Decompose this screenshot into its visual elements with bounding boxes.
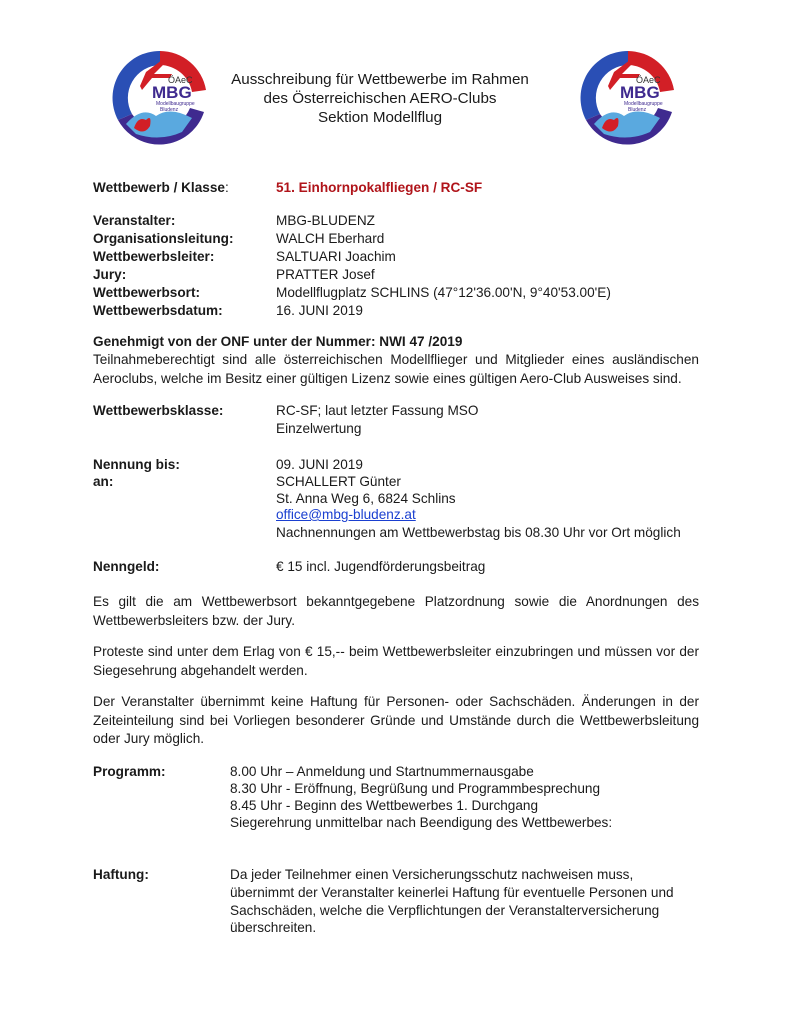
venue-value: Modellflugplatz SCHLINS (47°12'36.00'N, 9°40'53.00'E) [276,285,611,300]
organizer-value: MBG-BLUDENZ [276,213,375,228]
rules-paragraph: Es gilt die am Wettbewerbsort bekanntgegebene Platzordnung sowie die Anordnungen des Wettbewerbsleiters bzw. der Jury. [93,594,699,628]
competition-director-label: Wettbewerbsleiter: [93,249,215,264]
club-logo-left [112,50,208,146]
registration-email-link[interactable]: office@mbg-bludenz.at [276,507,416,522]
insurance-line: Sachschäden, welche die Verpflichtungen der Veranstalterversicherung [230,903,660,918]
svg-text:ÖAeC: ÖAeC [636,75,661,85]
date-value: 16. JUNI 2019 [276,303,363,318]
registration-contact-address: St. Anna Weg 6, 6824 Schlins [276,491,456,506]
competition-director-value: SALTUARI Joachim [276,249,396,264]
fee-value: € 15 incl. Jugendförderungsbeitrag [276,559,486,574]
svg-text:Modellbaugruppe: Modellbaugruppe [624,101,663,107]
title-line-3: Sektion Modellflug [317,109,443,126]
venue-label: Wettbewerbsort: [93,285,200,300]
insurance-label: Haftung: [93,867,149,882]
organization-lead-value: WALCH Eberhard [276,231,385,246]
jury-value: PRATTER Josef [276,267,375,282]
competition-label: Wettbewerb / Klasse: [93,180,229,195]
insurance-line: Da jeder Teilnehmer einen Versicherungsschutz nachweisen muss, [230,867,634,882]
title-line-2: des Österreichischen AERO-Clubs [263,90,497,107]
organizer-label: Veranstalter: [93,213,176,228]
svg-text:ÖAeC: ÖAeC [168,75,193,85]
late-registration-note: Nachnennungen am Wettbewerbstag bis 08.30 Uhr vor Ort möglich [276,525,681,540]
class-label: Wettbewerbsklasse: [93,403,224,418]
approval-heading: Genehmigt von der ONF unter der Nummer: NWI 47 /2019 [93,334,463,349]
document-title [220,70,540,127]
program-item: 8.45 Uhr - Beginn des Wettbewerbes 1. Durchgang [230,798,539,813]
title-line-1: Ausschreibung für Wettbewerbe im Rahmen [231,71,529,88]
protests-paragraph: Proteste sind unter dem Erlag von € 15,-- beim Wettbewerbsleiter einzubringen und müssen vor der Siegesehrung abgehandelt werden. [93,644,699,678]
svg-text:Bludenz: Bludenz [160,107,179,113]
club-logo-right [580,50,676,146]
eligibility-text: Teilnahmeberechtigt sind alle österreichischen Modellflieger und Mitglieder eines ausländischen Aeroclubs, welche im Besitz einer gültigen Lizenz sowie eines gültigen Aero-Club Ausweises sind. [93,352,699,386]
liability-paragraph: Der Veranstalter übernimmt keine Haftung für Personen- oder Sachschäden. Änderungen in der Zeiteinteilung sind bei Vorliegen besonderer Gründe und Umstände durch die Wettbewerbsleitung oder Jury möglich. [93,694,699,746]
svg-text:Bludenz: Bludenz [628,107,647,113]
insurance-line: überschreiten. [230,920,317,935]
fee-label: Nenngeld: [93,559,160,574]
program-label: Programm: [93,764,166,779]
registration-deadline-value: 09. JUNI 2019 [276,457,363,472]
svg-text:Modellbaugruppe: Modellbaugruppe [156,101,195,107]
date-label: Wettbewerbsdatum: [93,303,223,318]
program-item: 8.30 Uhr - Eröffnung, Begrüßung und Programmbesprechung [230,781,601,796]
insurance-line: übernimmt der Veranstalter keinerlei Haftung für eventuelle Personen und [230,885,674,900]
organization-lead-label: Organisationsleitung: [93,231,234,246]
competition-name: 51. Einhornpokalfliegen / RC-SF [276,180,483,195]
mbg-logo-graphic [580,50,676,146]
program-item: 8.00 Uhr – Anmeldung und Startnummernausgabe [230,764,534,779]
registration-deadline-label: Nennung bis: [93,457,180,472]
svg-text:MBG: MBG [152,83,192,102]
registration-contact-name: SCHALLERT Günter [276,474,401,489]
svg-text:MBG: MBG [620,83,660,102]
mbg-logo-graphic [112,50,208,146]
registration-to-label: an: [93,474,114,489]
jury-label: Jury: [93,267,127,282]
scoring-value: Einzelwertung [276,421,362,436]
program-item: Siegerehrung unmittelbar nach Beendigung des Wettbewerbes: [230,815,613,830]
class-value: RC-SF; laut letzter Fassung MSO [276,403,479,418]
